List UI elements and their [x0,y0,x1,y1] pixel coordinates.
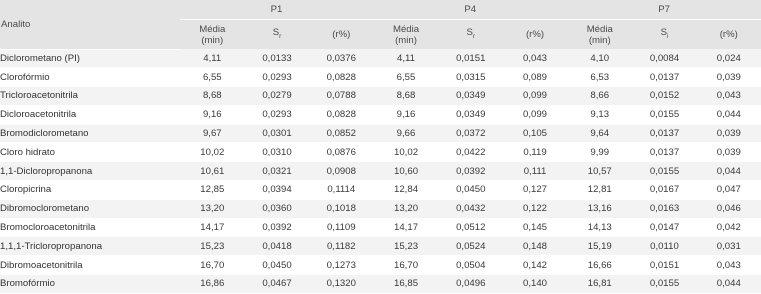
value-cell: 0,0908 [309,162,373,181]
value-cell: 12,85 [180,181,245,200]
value-cell: 12,81 [567,181,632,200]
value-cell: 9,16 [180,105,245,124]
value-cell: 0,0310 [245,143,309,162]
value-cell: 0,0349 [439,87,503,106]
value-cell: 0,122 [503,199,567,218]
value-cell: 0,0450 [439,181,503,200]
value-cell: 13,20 [180,199,245,218]
value-cell: 0,111 [503,162,567,181]
value-cell: 16,86 [180,275,245,294]
value-cell: 0,0392 [245,218,309,237]
analyte-name-cell: Dibromoacetonitrila [0,256,180,275]
value-cell: 0,1273 [309,256,373,275]
mean-label: Média [392,23,420,35]
value-cell: 13,16 [567,199,632,218]
value-cell: 6,55 [373,68,438,87]
value-cell: 13,20 [373,199,438,218]
value-cell: 0,1109 [309,218,373,237]
value-cell: 0,043 [697,256,761,275]
table-row [0,162,761,181]
analyte-name-cell: Bromodiclorometano [0,124,180,143]
value-cell: 0,089 [503,68,567,87]
value-cell: 0,0450 [245,256,309,275]
value-cell: 0,024 [697,49,761,68]
value-cell: 0,145 [503,218,567,237]
value-cell: 0,0137 [632,124,696,143]
analyte-name-cell: 1,1,1-Tricloropropanona [0,237,180,256]
table-row [0,49,761,68]
value-cell: 0,0422 [439,143,503,162]
value-cell: 14,13 [567,218,632,237]
value-cell: 0,0293 [245,105,309,124]
group-header-p4: P4 [373,0,567,20]
value-cell: 0,148 [503,237,567,256]
value-cell: 0,0524 [439,237,503,256]
value-cell: 0,0301 [245,124,309,143]
r-pct-header-p7: (r%) [697,20,761,50]
value-cell: 0,099 [503,105,567,124]
s-subscript: r [279,32,282,40]
s-label: S [660,27,667,39]
r-pct-header-p1: (r%) [309,20,373,50]
table-header [0,0,761,49]
analyte-name-cell: Clorofórmio [0,68,180,87]
group-header-p7: P7 [567,0,761,20]
value-cell: 0,0394 [245,181,309,200]
value-cell: 0,0110 [632,237,696,256]
table-row [0,87,761,106]
value-cell: 0,0133 [245,49,309,68]
value-cell: 4,10 [567,49,632,68]
value-cell: 0,0155 [632,275,696,294]
value-cell: 0,1114 [309,181,373,200]
value-cell: 0,039 [697,143,761,162]
value-cell: 0,039 [697,68,761,87]
s-subscript: r [472,32,476,40]
value-cell: 0,043 [503,49,567,68]
value-cell: 0,0828 [309,68,373,87]
analyte-name-cell: Diclorometano (PI) [0,49,180,68]
analyte-name-cell: Cloropicrina [0,181,180,200]
value-cell: 0,099 [503,87,567,106]
value-cell: 0,042 [697,218,761,237]
value-cell: 0,0151 [632,256,696,275]
value-cell: 0,1320 [309,275,373,294]
value-cell: 0,0852 [309,124,373,143]
value-cell: 0,046 [697,199,761,218]
mean-header-p7 [567,20,632,50]
table-body [0,49,761,293]
value-cell: 4,11 [180,49,245,68]
value-cell: 0,044 [697,162,761,181]
group-header-p1: P1 [180,0,374,20]
value-cell: 14,17 [180,218,245,237]
value-cell: 0,0152 [632,87,696,106]
value-cell: 9,13 [567,105,632,124]
value-cell: 15,23 [180,237,245,256]
value-cell: 16,70 [373,256,438,275]
value-cell: 15,19 [567,237,632,256]
analyte-name-cell: Cloro hidrato [0,143,180,162]
value-cell: 9,64 [567,124,632,143]
value-cell: 0,047 [697,181,761,200]
value-cell: 0,1018 [309,199,373,218]
value-cell: 0,0432 [439,199,503,218]
value-cell: 0,142 [503,256,567,275]
value-cell: 16,85 [373,275,438,294]
analyte-name-cell: Dibromoclorometano [0,199,180,218]
table-row [0,68,761,87]
analyte-name-cell: 1,1-Dicloropropanona [0,162,180,181]
value-cell: 0,140 [503,275,567,294]
value-cell: 0,0372 [439,124,503,143]
value-cell: 0,0279 [245,87,309,106]
value-cell: 0,0137 [632,143,696,162]
value-cell: 15,23 [373,237,438,256]
value-cell: 0,105 [503,124,567,143]
r-pct-header-p4: (r%) [503,20,567,50]
value-cell: 9,99 [567,143,632,162]
value-cell: 0,0418 [245,237,309,256]
mean-unit: (min) [201,34,224,46]
value-cell: 0,0788 [309,87,373,106]
value-cell: 0,044 [697,275,761,294]
analyte-name-cell: Bromofórmio [0,275,180,294]
mean-label: Média [586,23,613,35]
value-cell: 14,17 [373,218,438,237]
value-cell: 12,84 [373,181,438,200]
value-cell: 9,67 [180,124,245,143]
value-cell: 0,044 [697,105,761,124]
s-subscript: i [666,32,669,40]
value-cell: 0,1182 [309,237,373,256]
table-row [0,143,761,162]
mean-header-p1 [180,20,245,50]
table-row [0,105,761,124]
value-cell: 16,81 [567,275,632,294]
value-cell: 0,0155 [632,105,696,124]
mean-unit: (min) [395,34,417,46]
table-row [0,199,761,218]
table-row [0,218,761,237]
value-cell: 0,0137 [632,68,696,87]
value-cell: 16,66 [567,256,632,275]
s-header-p7 [632,20,696,50]
value-cell: 0,0147 [632,218,696,237]
analyte-column-header: Analito [0,0,180,49]
value-cell: 0,0151 [439,49,503,68]
value-cell: 10,60 [373,162,438,181]
value-cell: 0,119 [503,143,567,162]
s-label: S [466,27,473,39]
mean-label: Média [199,23,226,35]
table-row [0,124,761,143]
value-cell: 10,02 [180,143,245,162]
value-cell: 0,0163 [632,199,696,218]
value-cell: 4,11 [373,49,438,68]
table-row [0,237,761,256]
table-row [0,181,761,200]
mean-header-p4 [373,20,438,50]
value-cell: 10,02 [373,143,438,162]
value-cell: 0,0392 [439,162,503,181]
value-cell: 0,0167 [632,181,696,200]
analyte-name-cell: Tricloroacetonitrila [0,87,180,106]
value-cell: 9,66 [373,124,438,143]
value-cell: 9,16 [373,105,438,124]
value-cell: 8,68 [180,87,245,106]
value-cell: 6,53 [567,68,632,87]
value-cell: 16,70 [180,256,245,275]
value-cell: 8,66 [567,87,632,106]
value-cell: 0,0496 [439,275,503,294]
value-cell: 0,0876 [309,143,373,162]
analyte-name-cell: Dicloroacetonitrila [0,105,180,124]
value-cell: 0,0467 [245,275,309,294]
value-cell: 0,0084 [632,49,696,68]
value-cell: 10,57 [567,162,632,181]
value-cell: 0,0321 [245,162,309,181]
value-cell: 6,55 [180,68,245,87]
value-cell: 0,0293 [245,68,309,87]
value-cell: 0,0376 [309,49,373,68]
value-cell: 0,0512 [439,218,503,237]
table-row [0,275,761,294]
value-cell: 0,0315 [439,68,503,87]
s-header-p4 [439,20,503,50]
table-row [0,256,761,275]
value-cell: 0,0360 [245,199,309,218]
analyte-name-cell: Bromocloroacetonitrila [0,218,180,237]
value-cell: 0,0828 [309,105,373,124]
mean-unit: (min) [588,34,611,46]
value-cell: 0,039 [697,124,761,143]
value-cell: 10,61 [180,162,245,181]
value-cell: 8,68 [373,87,438,106]
s-header-p1 [245,20,309,50]
value-cell: 0,127 [503,181,567,200]
value-cell: 0,031 [697,237,761,256]
value-cell: 0,043 [697,87,761,106]
value-cell: 0,0155 [632,162,696,181]
value-cell: 0,0504 [439,256,503,275]
s-label: S [272,27,280,39]
value-cell: 0,0349 [439,105,503,124]
